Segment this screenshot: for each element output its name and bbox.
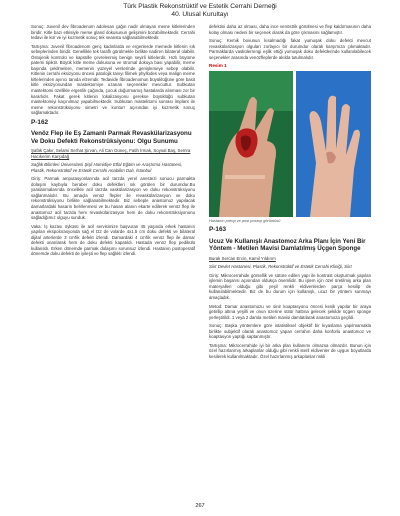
left-column: [31, 24, 195, 260]
abstract-title: Ucuz Ve Kullanışlı Anastomoz Arka Planı İçin Yeni Bir Yöntem - Metilen Mavisi Damlatılmış Üçgen Sponge: [209, 237, 366, 253]
conference-edition: 40. Ulusal Kurultayı: [171, 11, 229, 18]
paragraph: Sonuç: Başka yöntemlere göre istatistiksel objektif bir kıyaslama yapılmamakla birlikte subjektif olarak anastomoz yapan cerrahın daha konforlu anastomoz ve koaptasyon yaptığı saptanmıştır.: [209, 323, 371, 340]
paragraph: Giriş: Parmak amputasyonlarında acil tarzda yerel anestezi sonucu parmakta dolaşım kaybıyla beraber doku defektleri sık görülen bir durumdur.Bu yaralanmalarında öncelikle acil tarzda vaskülarizasyon ve doku rekonstrüksiyonu sağlanmalıdır. Bu amaçla venöz flepler ile revaskülarizasyon ve doku rekonstrüksiyonu birlikte sağlanabilmektedir. Biz sebeple anastomoz yapılacak damarlardaki hasarın belirlenmesi ve bu hasarı alanın ekarte edilerek venöz flep ile anastomoz acil tarzda hem revaskülarizasyon hem de doku rekonstrüksiyonunu sağladığımız olguyu sunduk.: [31, 176, 195, 221]
paragraph: Metod: Damar anastomozu ve sinir koaptasyonu öncesi kesik yapılar bir araya getirilip altına yeşilli ve onun üzerine sütür hattına gelecek şekilde üçgen sponge yerleştirildi. 1 veya 2 damla metilen mavisi damlatılarak anastomoza geçildi.: [209, 303, 371, 320]
paragraph: Sonuç: Juvenil dev fibroadenom adolesan çağın nadir olmayan meme kitlelerinden biridir. Kitle bazı etkisiyle meme gland dokusunun gelişimini bozabilmektedir. Cerrahi tedavi ile kür ve iyi kozmetik sonuç tek seansta sağlanabilmektedir.: [31, 24, 195, 41]
abstract-authors: [31, 148, 195, 159]
paragraph: defektini daha az olması, daha ince venöstrik görülmesi ve flep kaldırmasının daha kolay olması nedeni bir seçenek olarak da göre çıkmasını sağlamıştır.: [209, 24, 371, 35]
conference-name: Türk Plastik Rekonstrüktif ve Estetik Cerrahi Derneği: [123, 3, 277, 10]
abstract-code: P-162: [31, 118, 49, 126]
presenting-author: Burak Sercan Ercin, Kamil Yıldırım: [209, 255, 276, 261]
paragraph: Tartışma: Mikrocerrahide iyi bir arka plan kullanımı olmazsa olmazdır. Bunun için özel hazırlanmış arkaplanlar olduğu gibi renkli steril eldivenler de uygun boyutlarda kesilerek kullanılmaktadır. Özel hazırlanmış arkaplanlar riskli: [209, 342, 371, 359]
paragraph: Giriş: Mikrocerrahide görsellik ve sütüre edilen yapı ile kontrast oluşturmak yapılan işlemin başarısı açısından oldukça önemlidir. Bu işlem için özel üretilmiş arka plan materyalleri olduğu gibi yeşil renkli eldivenlerden parça kesilip de kullanılabilmektedir. Biz de bu durum için kullanışlı, ucuz bir yöntem sunmayı amaçladık.: [209, 272, 371, 301]
preop-photo: [209, 71, 293, 217]
preop-hand-image: [209, 71, 293, 217]
paragraph: Tartışma: Juvenil fibroadenom genç kadınlarda ve ergenlerde memede kitlenin sık sebeplerinden biridir. Genellikle tek taraflı görülmekle birlikte nadiren bilateral olabilir. Östojenik kontrolü ve kapsülle çevrelenmiş benign seyirli kitlelerdir. Hızlı büyüme paterni tipiktir. Büyük kitle meme dokusuna ve stromal dokuya bası yapabilir, meme başında çekilmelere, memenin yüzeyel venlerinde genişlemeye sebep olabilir. Kitlenin cerrahi eksizyonu öncesi patolojik tanıyı filimek phyllodes veya malign meme kitlelerinden ayırıcı tanıda elzemdir. Tedavide fibroadenomun büyüklüğüne göre basit kitle eksizyonundan mastektomiye uzanan seçenekler mevcuttur. Subkutan mastektomi özellikle ergenlik çağında, çocuk doğurmamış hastalarda alınması zor bir kararlıdır. Fakat gerek kitlenin lokalizasyonu gerekse büyüklüğü subkutan mastektomiyi kaçınılmaz yapabilmektedir. Subkutan mastektomi sonrası implant ile meme rekonstrüksiyonu simetri ve konturr açısından iyi kozmetik sonuç sağlamaktadır.: [31, 43, 195, 116]
page-header: [0, 3, 400, 19]
paragraph: Vaka: İş kazası öyküsü ile acil servisimize başvuran 45 yaşında erkek hastanın yapılan ekspolorasyonda sağ el D2 de volarde 4x1.5 cm doku defekti ve bilateral dijital arterlerde 3 cm'lik defekt izlendi. Damardaki 4 cm'lik venöz flep ile damar defekti onarılarak hem de doku defekti kapatıldı. Hastada venöz flep pedikülü kullanıldı. Erken dönemde parmak dolaşımı sorunsuz izlendi. Hastanın postoperatif dönemde doku defekti de iyileşti ve flep sağlıklı izlendi.: [31, 223, 195, 257]
figure-label: Resim 1: [209, 63, 227, 69]
abstract-title: Venöz Flep ile Eş Zamanlı Parmak Revaskülarizasyonu Ve Doku Defekti Rekonstrüksiyonu: Olgu Sunumu: [31, 130, 192, 145]
figure: [209, 71, 371, 217]
abstract-affiliation: Siirt Devlet Hastanesi, Plastik, Rekonstrüktif ve Estetik Cerrahi Kliniği, Siirt: [209, 264, 352, 270]
right-column: [209, 24, 371, 362]
postop-hand-image: [296, 71, 371, 217]
figure-caption: Hastanın preop ve post postop görüntüsü: [209, 217, 281, 223]
abstract-affiliation: Sağlık Bilimleri Üniversitesi Şişli Hamidiye Etfal Eğitim ve Araştırma Hastanesi, Plastik, Rekonstrüktif ve Estetik Cerrahi Anabilim Dalı, İstanbul: [31, 162, 183, 173]
abstract-authors: [209, 256, 371, 262]
paragraph: Sonuç: Kemik bovunun kısalmadığı fakat yumuşak doku defekti mevcut revaskülarizasyon olguları zorlayıcı bir durumdur olarak karşımıza çıkmaktadır. Parmaklarda vaskülerrengi eşlik ettiği yumuşak doku defektlerinde kullanılabilecek seçenekler arasında venözfleplerde akılda tutulmalıdır.: [209, 38, 371, 60]
presenting-author: Şafak Çakır, Selami Serhat Şirvan, Ali Can Güneç, Fatih İrmak, Soysal Baş, Semra Hacıkerim Karşıdağ: [31, 148, 191, 159]
postop-photo: [296, 71, 371, 217]
page-number: 267: [195, 503, 205, 509]
abstract-code: P-163: [209, 226, 227, 234]
